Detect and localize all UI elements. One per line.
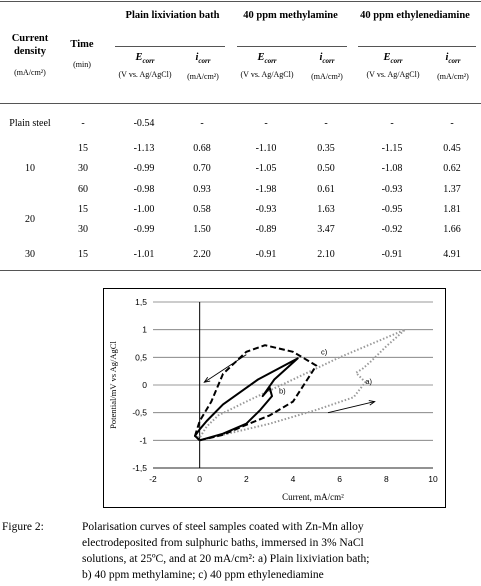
row-time: 30 [78,224,88,235]
row-value: 0.45 [443,143,461,154]
y-tick-label: 1,5 [135,297,147,307]
row-value: -1.13 [133,143,155,154]
row-density: 20 [25,214,35,225]
row-value: 0.93 [193,184,211,195]
ecorr-header-2: $E_{corr}$ [257,52,277,66]
x-tick-label: 4 [290,474,296,484]
row-density: 30 [25,249,35,260]
row-value: 0.68 [193,143,211,154]
group-rule-3 [358,46,476,47]
row-value: - [390,118,394,129]
ecorr-unit-1: (V vs. Ag/AgCl) [118,70,172,79]
row-value: 0.62 [443,163,461,174]
header-current-density: Current density [11,33,49,57]
icorr-header-3: $i_{corr}$ [445,52,461,66]
row-value: - [450,118,454,129]
table-top-rule [0,1,481,2]
row-value: 1.50 [193,224,211,235]
group-methylamine: 40 ppm methylamine [243,10,338,21]
row-value: 0.70 [193,163,211,174]
row-value: 0.50 [317,163,335,174]
row-value: -1.15 [381,143,403,154]
row-value: -1.10 [255,143,277,154]
row-value: -0.89 [255,224,277,235]
row-value: -0.99 [133,163,155,174]
y-tick-label: -0,5 [132,407,147,418]
row-value: - [324,118,328,129]
row-density: Plain steel [9,118,51,129]
figure-caption [0,520,481,586]
row-time: 60 [78,184,88,195]
x-axis-label: Current, mA/cm² [282,492,344,502]
row-value: -1.08 [381,163,403,174]
ecorr-header-1: $E_{corr}$ [135,52,155,66]
group-rule-1 [115,46,225,47]
y-tick-label: 0 [142,380,147,390]
data-table [0,0,481,280]
row-value: 1.63 [317,204,335,215]
curve-annotation: c) [321,347,328,357]
row-value: -0.98 [133,184,155,195]
row-value: 2.10 [317,249,335,260]
icorr-unit-2: (mA/cm²) [311,72,343,81]
row-time: 30 [78,163,88,174]
row-value: -0.93 [255,204,277,215]
row-value: 4.91 [443,249,461,260]
caption-line: Polarisation curves of steel samples coated with Zn-Mn alloy [82,521,364,533]
ecorr-header-3: $E_{corr}$ [383,52,403,66]
row-time: 15 [78,143,88,154]
group-ethylenediamine: 40 ppm ethylenediamine [360,10,470,21]
row-value: -0.92 [381,224,403,235]
caption-label: Figure 2: [2,521,44,533]
icorr-unit-1: (mA/cm²) [187,72,219,81]
polarisation-chart [103,288,446,508]
row-value: -0.99 [133,224,155,235]
row-value: 2.20 [193,249,211,260]
x-tick-label: 6 [337,474,343,484]
row-value: -0.91 [381,249,403,260]
row-value: 0.61 [317,184,335,195]
row-value: -0.93 [381,184,403,195]
caption-line: b) 40 ppm methylamine; c) 40 ppm ethylenediamine [82,569,324,581]
y-tick-label: -1,5 [132,463,147,473]
row-density: 10 [25,163,35,174]
row-value: - [264,118,268,129]
curve-annotation: b) [279,386,286,396]
y-tick-label: 0,5 [135,352,147,363]
header-time: Time [70,39,94,50]
curve-annotation: a) [365,376,373,386]
x-tick-label: 0 [197,474,203,484]
row-value: -0.54 [133,118,155,129]
caption-line: electrodeposited from sulphuric baths, immersed in 3% NaCl [82,537,364,549]
row-value: 0.58 [193,204,211,215]
caption-line: solutions, at 25ºC, and at 20 mA/cm²: a) Plain lixiviation bath; [82,553,370,565]
x-tick-label: 10 [428,474,438,484]
ecorr-unit-3: (V vs. Ag/AgCl) [366,70,420,79]
y-tick-label: -1 [139,435,147,446]
icorr-header-1: $i_{corr}$ [195,52,211,66]
y-axis-label: Potential/mV vs Ag/AgCl [108,341,118,429]
row-value: 1.81 [443,204,461,215]
row-value: 1.66 [443,224,461,235]
row-value: 3.47 [317,224,335,235]
group-plain-bath: Plain lixiviation bath [125,10,220,21]
row-value: -1.00 [133,204,155,215]
x-tick-label: 8 [383,474,389,484]
group-rule-2 [237,46,347,47]
row-value: -1.98 [255,184,277,195]
row-value: -0.91 [255,249,277,260]
row-time: 15 [78,204,88,215]
ecorr-unit-2: (V vs. Ag/AgCl) [240,70,294,79]
header-bottom-rule [0,103,481,104]
y-tick-label: 1 [142,324,147,335]
row-time: 15 [78,249,88,260]
row-value: -1.05 [255,163,277,174]
row-value: 0.35 [317,143,335,154]
icorr-unit-3: (mA/cm²) [437,72,469,81]
row-value: -1.01 [133,249,155,260]
x-tick-label: -2 [149,474,157,484]
row-value: -0.95 [381,204,403,215]
row-value: - [200,118,204,129]
table-bottom-rule [0,270,481,271]
row-value: 1.37 [443,184,461,195]
icorr-header-2: $i_{corr}$ [319,52,335,66]
row-time: - [81,118,85,129]
header-time-unit: (min) [73,60,91,69]
header-current-density-unit: (mA/cm²) [14,68,46,77]
x-tick-label: 2 [243,474,249,484]
